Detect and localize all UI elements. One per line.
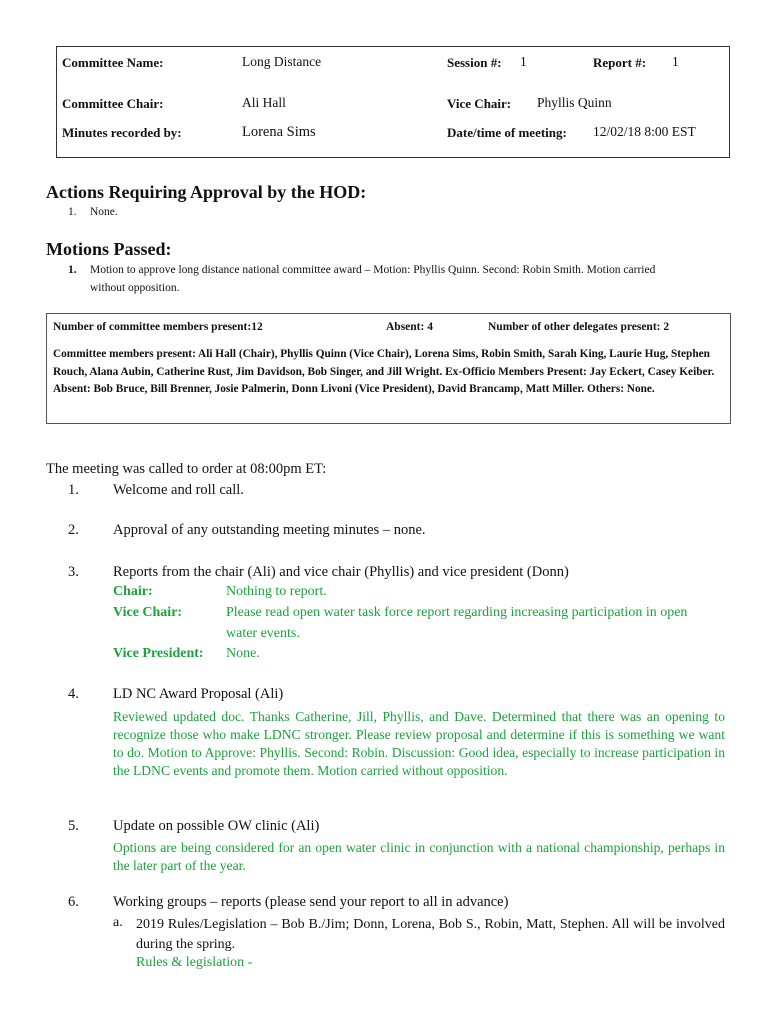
vp-report-text: None.	[226, 646, 260, 661]
vice-chair-report-label: Vice Chair:	[113, 605, 183, 620]
committee-chair-label: Committee Chair:	[62, 96, 164, 111]
chair-report-label: Chair:	[113, 584, 153, 599]
working-group-a-marker: a.	[113, 915, 123, 930]
agenda-item-3: Reports from the chair (Ali) and vice chair (Phyllis) and vice president (Donn)	[113, 564, 569, 580]
present-count: Number of committee members present:12	[53, 321, 263, 333]
committee-chair-value: Ali Hall	[242, 95, 286, 110]
other-delegates-count: Number of other delegates present: 2	[488, 321, 670, 333]
motions-heading: Motions Passed:	[46, 239, 172, 259]
attendance-box	[46, 313, 731, 424]
chair-report-text: Nothing to report.	[226, 584, 327, 599]
actions-item-text: None.	[90, 206, 118, 218]
vp-report-label: Vice President:	[113, 646, 204, 661]
motion-item-line1: Motion to approve long distance national committee award – Motion: Phyllis Quinn. Second: Robin Smith. Motion carried	[90, 264, 656, 276]
report-value: 1	[672, 54, 679, 69]
agenda-item-6: Working groups – reports (please send your report to all in advance)	[113, 894, 509, 910]
vice-chair-label: Vice Chair:	[447, 96, 512, 111]
absent-count: Absent: 4	[386, 321, 433, 333]
meeting-info-box	[56, 46, 730, 158]
agenda-item-2: Approval of any outstanding meeting minutes – none.	[113, 522, 426, 538]
vice-chair-report-line1: Please read open water task force report regarding increasing participation in open	[226, 605, 688, 620]
working-group-a-text: 2019 Rules/Legislation – Bob B./Jim; Donn, Lorena, Bob S., Robin, Matt, Stephen. All will be involved during the spring.	[136, 917, 725, 952]
agenda-item-5: Update on possible OW clinic (Ali)	[113, 818, 320, 834]
motion-item-number: 1.	[68, 264, 77, 276]
recorded-by-label: Minutes recorded by:	[62, 125, 182, 140]
agenda-item-number-6: 6.	[68, 894, 79, 910]
agenda-item-number-4: 4.	[68, 686, 79, 702]
attendance-details: Committee members present: Ali Hall (Chair), Phyllis Quinn (Vice Chair), Lorena Sims, Robin Smith, Sarah King, Laurie Hug, Stephen Rouch, Alana Aubin, Catherine Rust, Jim Davidson, Bob Singer, and Jill Wright. Ex-Officio Members Present: Jay Eckert, Casey Keiber. Absent: Bob Bruce, Bill Brenner, Josie Palmerin, Donn Livoni (Vice President), David Brancamp, Matt Miller. Others: None.	[53, 348, 715, 395]
session-value: 1	[520, 54, 527, 69]
vice-chair-value: Phyllis Quinn	[537, 95, 612, 110]
agenda-item-number-3: 3.	[68, 564, 79, 580]
agenda-item-number-5: 5.	[68, 818, 79, 834]
actions-item-number: 1.	[68, 206, 77, 218]
report-label: Report #:	[593, 55, 647, 70]
actions-heading: Actions Requiring Approval by the HOD:	[46, 182, 367, 202]
motion-item-line2: without opposition.	[90, 282, 180, 294]
agenda-item-1: Welcome and roll call.	[113, 482, 244, 498]
agenda-item-number-1: 1.	[68, 482, 79, 498]
session-label: Session #:	[447, 55, 502, 70]
datetime-value: 12/02/18 8:00 EST	[593, 124, 696, 139]
vice-chair-report-line2: water events.	[226, 626, 300, 641]
meeting-intro: The meeting was called to order at 08:00pm ET:	[46, 461, 327, 477]
rules-legislation-note: Rules & legislation -	[136, 955, 253, 970]
agenda-item-4: LD NC Award Proposal (Ali)	[113, 686, 284, 702]
agenda-item-number-2: 2.	[68, 522, 79, 538]
recorded-by-value: Lorena Sims	[242, 124, 316, 140]
datetime-label: Date/time of meeting:	[447, 125, 567, 140]
ow-clinic-notes: Options are being considered for an open water clinic in conjunction with a national championship, perhaps in the later part of the year.	[113, 840, 725, 873]
committee-name-value: Long Distance	[242, 54, 322, 69]
award-proposal-notes: Reviewed updated doc. Thanks Catherine, Jill, Phyllis, and Dave. Determined that there was an opening to recognize those who make LDNC stronger. Please review proposal and determine if this is something we want to do. Motion to Approve: Phyllis. Second: Robin. Discussion: Good idea, especially to increase participation in the LDNC events and promote them. Motion carried without opposition.	[113, 709, 725, 778]
committee-name-label: Committee Name:	[62, 55, 164, 70]
